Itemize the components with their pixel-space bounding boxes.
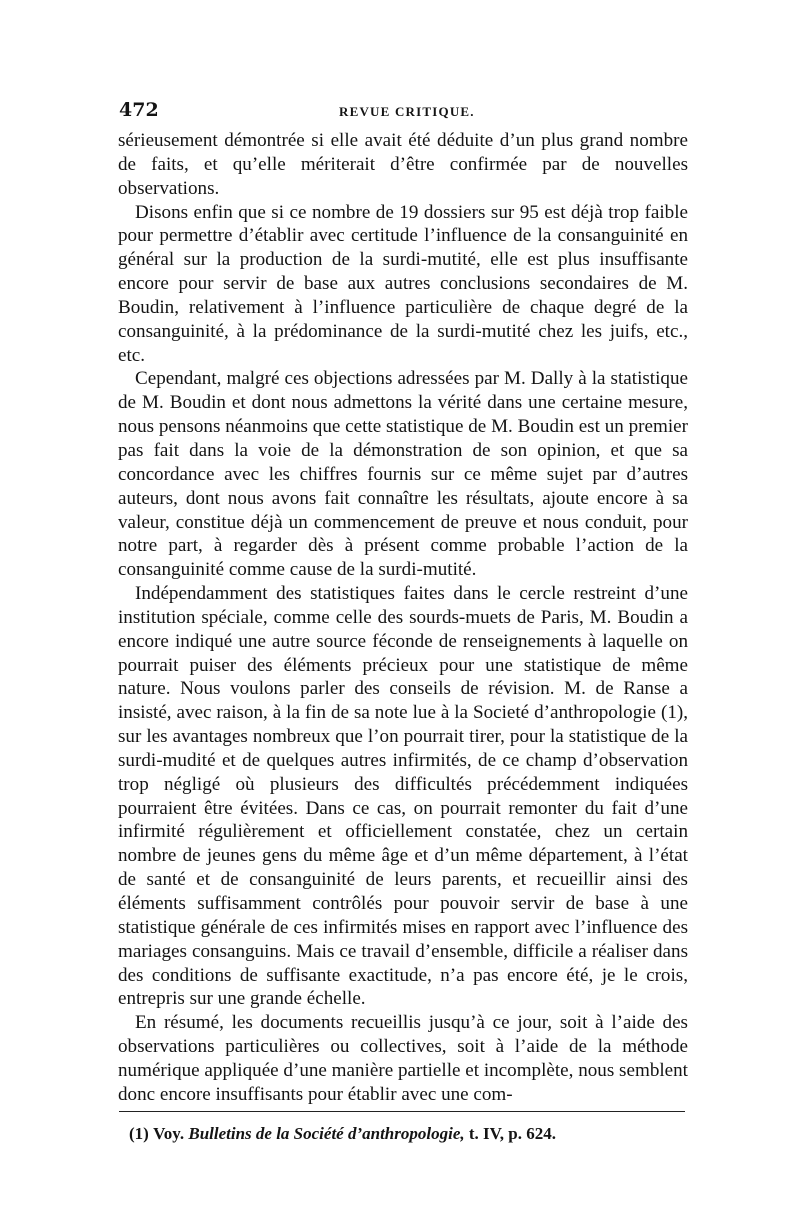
- footnote-marker: (1): [129, 1124, 149, 1143]
- paragraph-independamment: Indépendamment des statistiques faites dans le cercle restreint d’une institution spéciale, comme celle des sourds-muets de Paris, M. Boudin a encore indiqué une autre source féconde de renseignements à laquelle on pourrait puiser des éléments précieux pour une statistique de même nature. Nous voulons parler des conseils de révision. M. de Ranse a insisté, avec raison, à la fin de sa note lue à la Societé d’anthropologie (1), sur les avantages nombreux que l’on pourrait tirer, pour la statistique de la surdi-mudité et de quelques autres infirmités, de ce champ d’observation trop négligé où plusieurs des difficultés précédemment indiquées pourraient être évitées. Dans ce cas, on pourrait remonter du fait d’une infirmité régulièrement et officiellement constatée, chez un certain nombre de jeunes gens du même âge et d’un même département, à l’état de santé et de consanguinité de leurs parents, et recueillir ainsi des éléments suffisamment contrôlés pour pouvoir servir de base à une statistique générale de ces infirmités mises en rapport avec l’influence des mariages consanguins. Mais ce travail d’ensemble, difficile a réaliser dans des conditions de suffisante exactitude, n’a pas encore été, je le crois, entrepris sur une grande échelle.: [118, 583, 688, 1010]
- footnote: [129, 1124, 556, 1144]
- paragraph-en-resume: En résumé, les documents recueillis jusqu’à ce jour, soit à l’aide des observations particulières ou collectives, soit à l’aide de la méthode numérique appliquée d’une manière partielle et incomplète, nous semblent donc encore insuffisants pour établir avec une com-: [118, 1012, 688, 1105]
- paragraph-continued: sérieusement démontrée si elle avait été déduite d’un plus grand nombre de faits, et qu’elle mériterait d’être confirmée par de nouvelles observations.: [118, 130, 688, 199]
- page-number: 472: [119, 99, 159, 121]
- footnote-title: Bulletins de la Société d’anthropologie,: [188, 1124, 465, 1143]
- body-text: [118, 129, 688, 1107]
- running-title: REVUE CRITIQUE.: [339, 104, 475, 119]
- paragraph-cependant: Cependant, malgré ces objections adressées par M. Dally à la statistique de M. Boudin et dont nous admettons la vérité dans une certaine mesure, nous pensons néanmoins que cette statistique de M. Boudin est un premier pas fait dans la voie de la démonstration de son opinion, et que sa concordance avec les chiffres fournis sur ce même sujet par d’autres auteurs, dont nous avons fait connaître les résultats, ajoute encore à sa valeur, constitue déjà un commencement de preuve et nous conduit, pour notre part, à regarder dès à présent comme probable l’action de la consanguinité comme cause de la surdi-mutité.: [118, 368, 688, 581]
- footnote-divider: [119, 1111, 685, 1112]
- paragraph-disons: Disons enfin que si ce nombre de 19 dossiers sur 95 est déjà trop faible pour permettre d’établir avec certitude l’influence de la consanguinité en général sur la production de la surdi-mutité, elle est plus insuffisante encore pour servir de base aux autres conclusions secondaires de M. Boudin, relativement à l’influence particulière de chaque degré de la consanguinité, à la prédominance de la surdi-mutité chez les juifs, etc., etc.: [118, 201, 688, 366]
- footnote-prefix: Voy.: [153, 1124, 185, 1143]
- page-header: [119, 99, 686, 123]
- footnote-reference: t. IV, p. 624.: [468, 1124, 556, 1143]
